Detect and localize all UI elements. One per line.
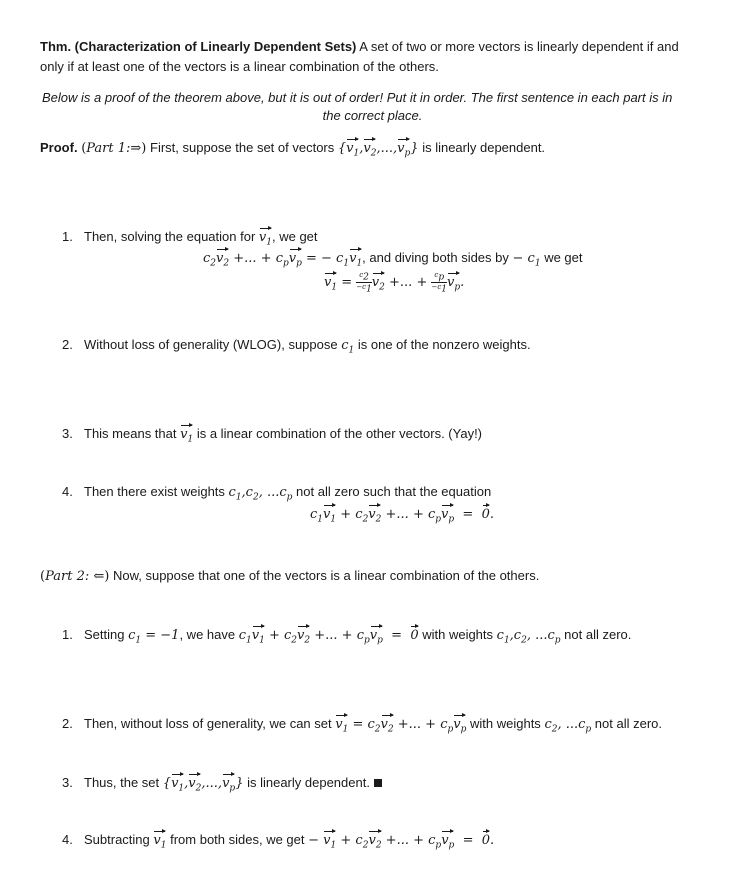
step-text-3: , and diving both sides by [362, 250, 509, 265]
theorem-line-2: only if at least one of the vectors is a linear combination of the others. [40, 59, 439, 74]
proof-label: Proof. [40, 140, 78, 155]
step-text-2: is one of the nonzero weights. [357, 337, 531, 352]
step-text: Subtracting [84, 832, 150, 847]
part1-step-1-eq-2: $v_1$ = $\frac{c_2}{-c_1}$ $v_2$ +... + $\frac{c_p}{-c_1}$ $v_p$. [324, 271, 465, 295]
step-text-2: not all zero such that the equation [296, 484, 492, 499]
step-text-3: not all zero. [594, 716, 662, 731]
instructions-line-2: the correct place. [322, 108, 423, 123]
step-text: Then there exist weights [84, 484, 225, 499]
step-text: Then, without loss of generality, we can set [84, 716, 332, 731]
step-text: Without loss of generality (WLOG), suppose [84, 337, 338, 352]
step-text-4: not all zero. [564, 627, 632, 642]
step-text-2: , we get [272, 229, 318, 244]
vector-set: $\{v_1,v_2,...,v_p\}$ [337, 141, 419, 159]
part1-step-1: 1. Then, solving the equation for $v_1$, we get [62, 229, 318, 248]
step-number: 1. [62, 627, 73, 642]
vector-set: $\{v_1,v_2,...,v_p\}$ [162, 776, 244, 794]
part2-label: Part 2: [45, 569, 90, 584]
part1-step-3: 3. This means that $v_1$ is a linear combination of the other vectors. (Yay!) [62, 426, 483, 445]
step-number: 2. [62, 337, 73, 352]
part1-intro-end: is linearly dependent. [422, 140, 546, 155]
step-number: 4. [62, 832, 73, 847]
step-text-4: we get [544, 250, 583, 265]
part1-label: Part 1: [86, 141, 131, 156]
instructions-line-1: Below is a proof of the theorem above, but it is out of order! Put it in order. The first sentence in each part is in [42, 90, 673, 105]
step-number: 4. [62, 484, 73, 499]
qed-square-icon [374, 779, 382, 787]
part2-step-4: 4. Subtracting $v_1$ from both sides, we get − $v_1 + c_2v_2$ +... + $c_pv_p = 0$. [62, 832, 495, 851]
part1-step-4: 4. Then there exist weights $c_1,c_2$, $...c_p$ not all zero such that the equation [62, 484, 492, 503]
step-text-2: is linearly dependent. [247, 775, 370, 790]
step-text-2: is a linear combination of the other vectors. (Yay!) [196, 426, 483, 441]
part2-step-3 [62, 775, 382, 794]
step-text: Setting [84, 627, 125, 642]
step-number: 2. [62, 716, 73, 731]
step-number: 3. [62, 426, 73, 441]
part1-step-4-eq: $c_1v_1 + c_2v_2$ +... + $c_pv_p = 0$. [310, 507, 494, 525]
step-text-2: , we have [179, 627, 236, 642]
step-number: 3. [62, 775, 73, 790]
step-text: Thus, the set [84, 775, 160, 790]
part1-step-1-eq-1: $c_2v_2$ +... + $c_pv_p$ = − $c_1v_1$, and diving both sides by − $c_1$ we get [203, 250, 583, 269]
part2-intro: (Part 2: ⇐) Now, suppose that one of the vectors is a linear combination of the others. [40, 568, 540, 584]
theorem-line-1 [40, 39, 679, 54]
step-text-2: with weights [470, 716, 541, 731]
part2-step-1: 1. Setting $c_1 = -1$, we have $c_1v_1 + c_2v_2$ +... + $c_pv_p = 0$ with weights $c_1,c_2$, $...c_p$ not all zero. [62, 627, 632, 646]
part2-intro-text: Now, suppose that one of the vectors is a linear combination of the others. [112, 568, 540, 583]
step-text-3: with weights [422, 627, 494, 642]
step-text: This means that [84, 426, 177, 441]
theorem-statement-1: A set of two or more vectors is linearly dependent if and [356, 39, 679, 54]
part2-step-2: 2. Then, without loss of generality, we can set $v_1 = c_2v_2$ +... + $c_pv_p$ with weights $c_2$, $...c_p$ not all zero. [62, 716, 662, 735]
step-text: Then, solving the equation for [84, 229, 256, 244]
part1-intro: Proof. (Part 1:⇒) First, suppose the set of vectors $\{v_1,v_2,...,v_p\}$ is linearly dependent. [40, 140, 546, 159]
step-text-2: from both sides, we get [170, 832, 305, 847]
part1-step-2: 2. Without loss of generality (WLOG), suppose $c_1$ is one of the nonzero weights. [62, 337, 531, 356]
theorem-label: Thm. (Characterization of Linearly Dependent Sets) [40, 39, 357, 54]
step-number: 1. [62, 229, 73, 244]
part1-intro-text: First, suppose the set of vectors [150, 140, 335, 155]
